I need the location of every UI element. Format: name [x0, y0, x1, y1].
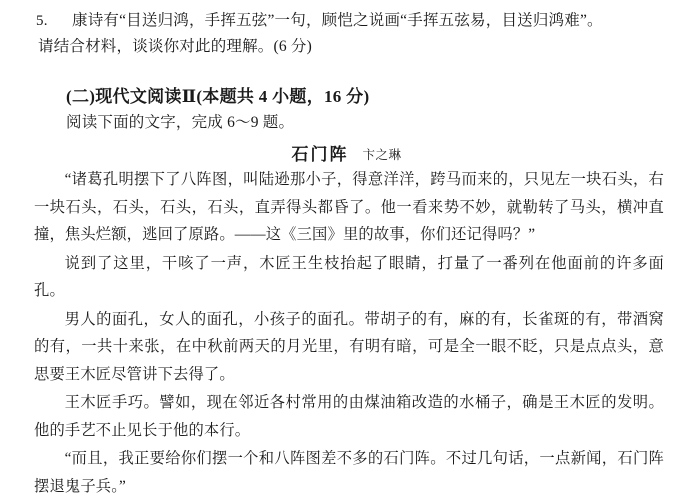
- article-paragraph: “诸葛孔明摆下了八阵图，叫陆逊那小子，得意洋洋，跨马而来的，只见左一块石头，右一块石头，石头，石头，石头，直弄得头都昏了。他一看来势不妙，就勒转了马头，横冲直撞，焦头烂额，逃回了原路。——这《三国》里的故事，你们还记得吗？”: [34, 171, 664, 243]
- question-5-line-1: [34, 8, 662, 34]
- question-5-number: 5.: [36, 13, 48, 29]
- article-paragraph: “而且，我正要给你们摆一个和八阵图差不多的石门阵。不过几句话，一点新闻，石门阵摆退鬼子兵。”: [34, 450, 664, 495]
- article-title: 石门阵: [291, 145, 349, 164]
- article-paragraph: 男人的面孔，女人的面孔，小孩子的面孔。带胡子的有，麻的有，长雀斑的有，带酒窝的有，一共十来张，在中秋前两天的月光里，有明有暗，可是全一眼不眨，只是点点头，意思要王木匠尽管讲下去得了。: [34, 310, 664, 383]
- article-title-row: [0, 140, 693, 165]
- question-5: [34, 8, 662, 60]
- article-author: 卞之琳: [362, 148, 402, 162]
- section-heading: (二)现代文阅读Ⅱ(本题共 4 小题，16 分): [66, 87, 370, 106]
- section-instruction: 阅读下面的文字，完成 6～9 题。: [66, 114, 295, 131]
- article-body: [34, 166, 664, 501]
- question-5-line-2: 请结合材料，谈谈你对此的理解。(6 分): [38, 38, 312, 55]
- article-paragraph: 王木匠手巧。譬如，现在邻近各村常用的由煤油箱改造的水桶子，确是王木匠的发明。他的手艺不止见长于他的本行。: [34, 394, 664, 439]
- article-paragraph: 说到了这里，干咳了一声，木匠王生枝抬起了眼睛，打量了一番列在他面前的许多面孔。: [34, 254, 664, 299]
- question-5-text: 康诗有“目送归鸿，手挥五弦”一句，顾恺之说画“手挥五弦易，目送归鸿难”。: [72, 12, 603, 29]
